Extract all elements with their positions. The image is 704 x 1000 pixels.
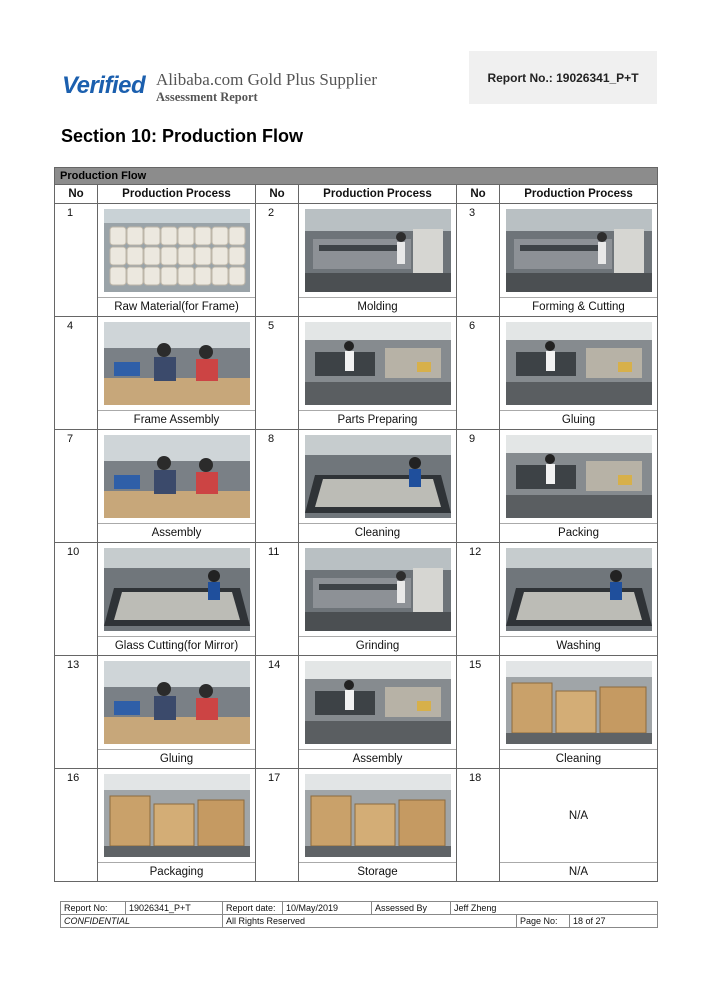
step-number: 12: [457, 543, 500, 656]
process-photo-cell: [299, 543, 457, 637]
process-row: [55, 769, 658, 863]
process-photo-cell: [500, 656, 658, 750]
step-number: 17: [256, 769, 299, 882]
table-band-label: Production Flow: [55, 168, 658, 185]
process-photo: [104, 548, 250, 631]
verified-logo: Verified: [62, 72, 146, 99]
process-photo-cell: [500, 430, 658, 524]
process-photo-cell: [500, 204, 658, 298]
process-row: [55, 204, 658, 298]
process-label: Frame Assembly: [98, 411, 256, 430]
table-header-row: [55, 185, 658, 204]
process-label: Washing: [500, 637, 658, 656]
process-photo: [506, 661, 652, 744]
process-label: Gluing: [500, 411, 658, 430]
footer-assessed-by-value: Jeff Zheng: [451, 902, 658, 915]
process-label: Packing: [500, 524, 658, 543]
process-photo-cell: [299, 317, 457, 411]
step-number: 5: [256, 317, 299, 430]
process-photo: [506, 548, 652, 631]
footer-confidential: CONFIDENTIAL: [61, 915, 223, 928]
process-caption-row: [55, 524, 658, 543]
process-caption-row: [55, 863, 658, 882]
column-header-process: Production Process: [299, 185, 457, 204]
step-number: 13: [55, 656, 98, 769]
process-photo: [305, 322, 451, 405]
step-number: 8: [256, 430, 299, 543]
process-label: Parts Preparing: [299, 411, 457, 430]
step-number: 2: [256, 204, 299, 317]
column-header-no: No: [256, 185, 299, 204]
column-header-no: No: [55, 185, 98, 204]
process-label: Cleaning: [299, 524, 457, 543]
process-photo-cell: [98, 204, 256, 298]
process-photo-cell: [98, 769, 256, 863]
footer-report-no-value: 19026341_P+T: [126, 902, 223, 915]
process-photo-cell: [98, 430, 256, 524]
report-number-box: [469, 51, 657, 104]
process-photo: [506, 435, 652, 518]
process-photo-cell: [500, 543, 658, 637]
report-subtitle: Assessment Report: [156, 90, 258, 104]
process-photo: [305, 661, 451, 744]
process-row: [55, 656, 658, 750]
process-photo: [305, 548, 451, 631]
footer-page-no-label: Page No:: [517, 915, 570, 928]
process-label: Packaging: [98, 863, 256, 882]
process-photo: [506, 209, 652, 292]
process-photo: [506, 322, 652, 405]
step-number: 14: [256, 656, 299, 769]
process-photo-cell: [299, 769, 457, 863]
process-photo: [104, 322, 250, 405]
step-number: 9: [457, 430, 500, 543]
process-label: Glass Cutting(for Mirror): [98, 637, 256, 656]
process-label: N/A: [500, 863, 658, 882]
process-photo: [305, 774, 451, 857]
production-flow-table: [54, 167, 658, 882]
process-photo: [305, 209, 451, 292]
column-header-process: Production Process: [500, 185, 658, 204]
footer-report-date-value: 10/May/2019: [283, 902, 372, 915]
process-label: Assembly: [299, 750, 457, 769]
process-row: [55, 430, 658, 524]
step-number: 7: [55, 430, 98, 543]
process-photo-cell: [299, 204, 457, 298]
section-title: Section 10: Production Flow: [61, 126, 304, 146]
process-label: Assembly: [98, 524, 256, 543]
process-row: [55, 317, 658, 411]
footer-assessed-by-label: Assessed By: [372, 902, 451, 915]
process-label: Molding: [299, 298, 457, 317]
step-number: 10: [55, 543, 98, 656]
process-label: Storage: [299, 863, 457, 882]
process-photo-placeholder: N/A: [500, 769, 658, 863]
process-photo-cell: [98, 543, 256, 637]
process-photo: [104, 661, 250, 744]
step-number: 6: [457, 317, 500, 430]
process-photo-cell: [98, 317, 256, 411]
step-number: 15: [457, 656, 500, 769]
process-photo-cell: [500, 317, 658, 411]
footer-page-no-value: 18 of 27: [570, 915, 658, 928]
process-photo-cell: [299, 430, 457, 524]
process-label: Forming & Cutting: [500, 298, 658, 317]
column-header-process: Production Process: [98, 185, 256, 204]
table-band: [55, 168, 658, 185]
step-number: 1: [55, 204, 98, 317]
process-label: Gluing: [98, 750, 256, 769]
step-number: 18: [457, 769, 500, 882]
report-number: Report No.: 19026341_P+T: [487, 70, 639, 85]
column-header-no: No: [457, 185, 500, 204]
process-photo: [104, 209, 250, 292]
footer-report-date-label: Report date:: [223, 902, 283, 915]
process-row: [55, 543, 658, 637]
footer-rights: All Rights Reserved: [223, 915, 517, 928]
page-footer: [60, 901, 658, 928]
company-name: Alibaba.com Gold Plus Supplier: [156, 70, 377, 89]
process-photo: [104, 435, 250, 518]
process-caption-row: [55, 750, 658, 769]
process-label: Cleaning: [500, 750, 658, 769]
process-caption-row: [55, 637, 658, 656]
process-caption-row: [55, 298, 658, 317]
process-photo: [104, 774, 250, 857]
process-photo-cell: [98, 656, 256, 750]
process-label: Grinding: [299, 637, 457, 656]
step-number: 3: [457, 204, 500, 317]
step-number: 16: [55, 769, 98, 882]
process-photo-cell: [299, 656, 457, 750]
process-label: Raw Material(for Frame): [98, 298, 256, 317]
footer-report-no-label: Report No:: [61, 902, 126, 915]
process-caption-row: [55, 411, 658, 430]
process-photo: [305, 435, 451, 518]
step-number: 11: [256, 543, 299, 656]
step-number: 4: [55, 317, 98, 430]
